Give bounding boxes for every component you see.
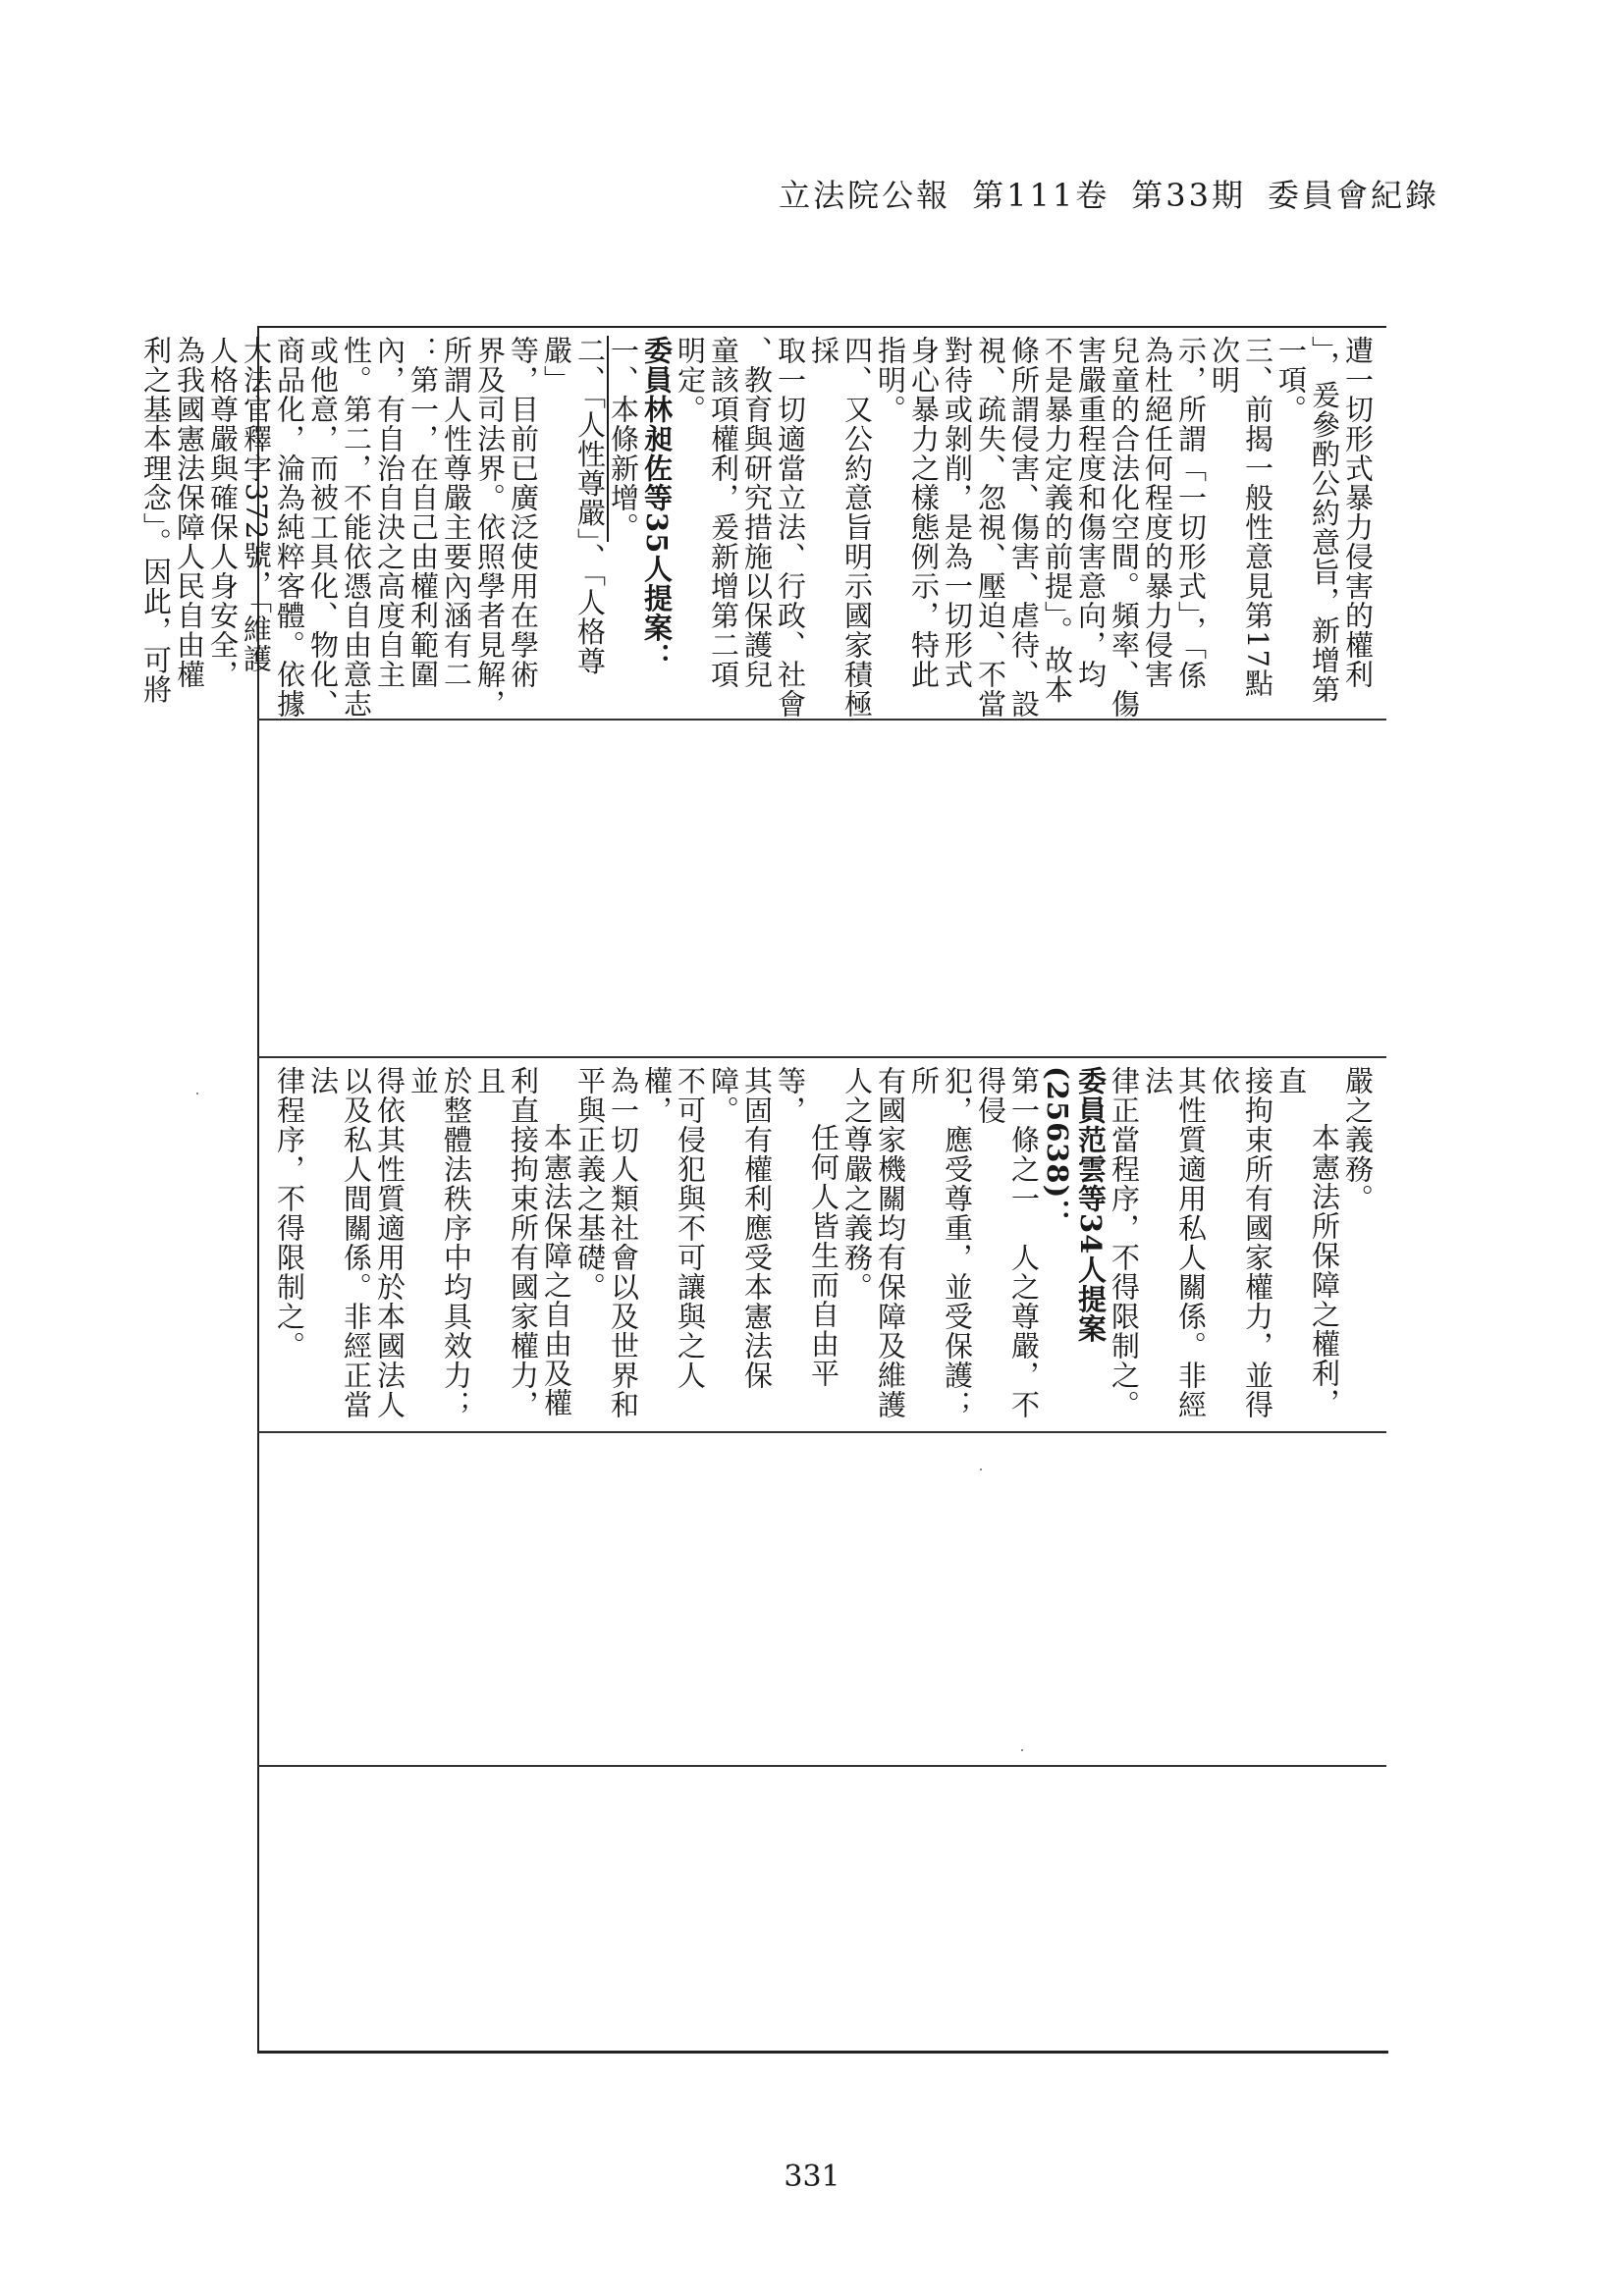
page-number: 331: [784, 2160, 840, 2194]
text-line: 所謂人性尊嚴主要內涵有二: [440, 336, 473, 689]
text-line: 大法官釋字372號，「維護: [240, 336, 273, 673]
text-line: 明定。: [674, 336, 707, 424]
text-line: 任何人皆生而自由平等，: [774, 1066, 840, 1388]
row-divider: [257, 1765, 1386, 1767]
text-line: 嚴之義務。: [1341, 1066, 1375, 1213]
text-line: 害嚴重程度和傷害意向，均: [1074, 336, 1108, 689]
text-line: 」，爰參酌公約意旨，新增第: [1308, 336, 1341, 705]
text-line: 有國家機關均有保障及維護: [874, 1066, 907, 1419]
text-line: 指明。: [874, 336, 907, 424]
text-line: 利之基本理念」。因此，可將: [139, 336, 173, 705]
text-line: 以及私人間關係。非經正當法: [306, 1066, 373, 1419]
text-line: 內，有自治自決之高度自主: [373, 336, 406, 689]
text-line: 接拘束所有國家權力，並得依: [1208, 1066, 1274, 1419]
text-line: 律程序，不得限制之。: [273, 1066, 306, 1361]
page-header: [757, 171, 1439, 216]
volume-number: 第111卷: [972, 177, 1110, 214]
text-line: 一項。: [1274, 336, 1308, 424]
scan-speck: [1021, 1749, 1023, 1751]
text-line: 條所謂侵害、傷害、虐待、設: [1007, 336, 1041, 719]
text-line: 界及司法界。依照學者見解，: [473, 336, 507, 719]
text-line: 不可侵犯與不可讓與之人權，: [640, 1066, 707, 1390]
text-line: 等，目前已廣泛使用在學術: [507, 336, 540, 689]
text-line: 為我國憲法保障人民自由權: [173, 336, 206, 689]
text-line: 性。第二，不能依憑自由意志: [340, 336, 373, 719]
text-line: 三、前揭一般性意見第17點次明: [1208, 336, 1274, 698]
text-line: 為杜絕任何程度的暴力侵害: [1141, 336, 1174, 689]
text-line: 童該項權利，爰新增第二項: [707, 336, 740, 689]
text-line: 一、本條新增。: [607, 336, 640, 542]
text-line: 示，所謂「一切形式」，「係: [1174, 336, 1208, 690]
text-line: 其性質適用私人關係。非經法: [1141, 1066, 1208, 1419]
text-line: 本憲法保障之自由及權: [540, 1123, 573, 1417]
row-divider: [257, 1431, 1386, 1433]
section-name: 委員會紀錄: [1267, 177, 1439, 214]
row-divider: [257, 719, 1386, 721]
text-line: 為一切人類社會以及世界和: [607, 1066, 640, 1419]
text-line: 律正當程序，不得限制之。: [1108, 1066, 1141, 1419]
text-line: 二、「人性尊嚴」、「人格尊嚴」: [540, 336, 607, 676]
text-line: 、教育與研究措施以保護兒: [740, 336, 774, 689]
text-line: 人格尊嚴與確保人身安全，: [206, 336, 240, 689]
scan-speck: [196, 1093, 198, 1095]
text-line: 本憲法所保障之權利，直: [1274, 1066, 1341, 1417]
text-line: 對待或剝削，是為一切形式: [941, 336, 974, 689]
text-line: 人之尊嚴之義務。: [840, 1066, 874, 1302]
text-line: 平與正義之基礎。: [573, 1066, 607, 1302]
text-line: 第一條之一 人之尊嚴，不得侵: [974, 1066, 1041, 1419]
text-line: ：第一，在自己由權利範圍: [406, 336, 440, 689]
text-line: 取一切適當立法、行政、社會: [774, 336, 807, 719]
text-line: 兒童的合法化空間。頻率、傷: [1108, 336, 1141, 719]
article-cell-lower: [257, 1056, 1386, 1431]
explanation-cell-upper: [139, 326, 1386, 719]
text-line: 得依其性質適用於本國法人: [373, 1066, 406, 1419]
text-line: 或他意，而被工具化、物化、: [306, 336, 340, 719]
scan-speck: [980, 1468, 982, 1470]
text-line: 不是暴力定義的前提」。故本: [1041, 336, 1074, 705]
text-line: 犯，應受尊重，並受保護；所: [907, 1066, 974, 1419]
publication-title: 立法院公報: [779, 177, 951, 214]
text-line: 其固有權利應受本憲法保障。: [707, 1066, 774, 1390]
text-line: 商品化，淪為純粹客體。依據: [273, 336, 306, 719]
text-line: 於整體法秩序中均具效力；並: [406, 1066, 473, 1419]
text-line: 四、又公約意旨明示國家積極採: [807, 336, 874, 719]
text-line: 身心暴力之樣態例示，特此: [907, 336, 941, 689]
proposer-heading: 委員林昶佐等35人提案：: [640, 336, 674, 672]
text-line: 遭一切形式暴力侵害的權利: [1341, 336, 1375, 689]
text-line: 利直接拘束所有國家權力，且: [473, 1066, 540, 1419]
issue-number: 第33期: [1131, 177, 1246, 214]
text-line: 視、疏失、忽視、壓迫、不當: [974, 336, 1007, 719]
comparison-table: [139, 326, 1386, 2054]
proposer-heading: 委員范雲等34人提案(25638)：: [1041, 1066, 1108, 1344]
